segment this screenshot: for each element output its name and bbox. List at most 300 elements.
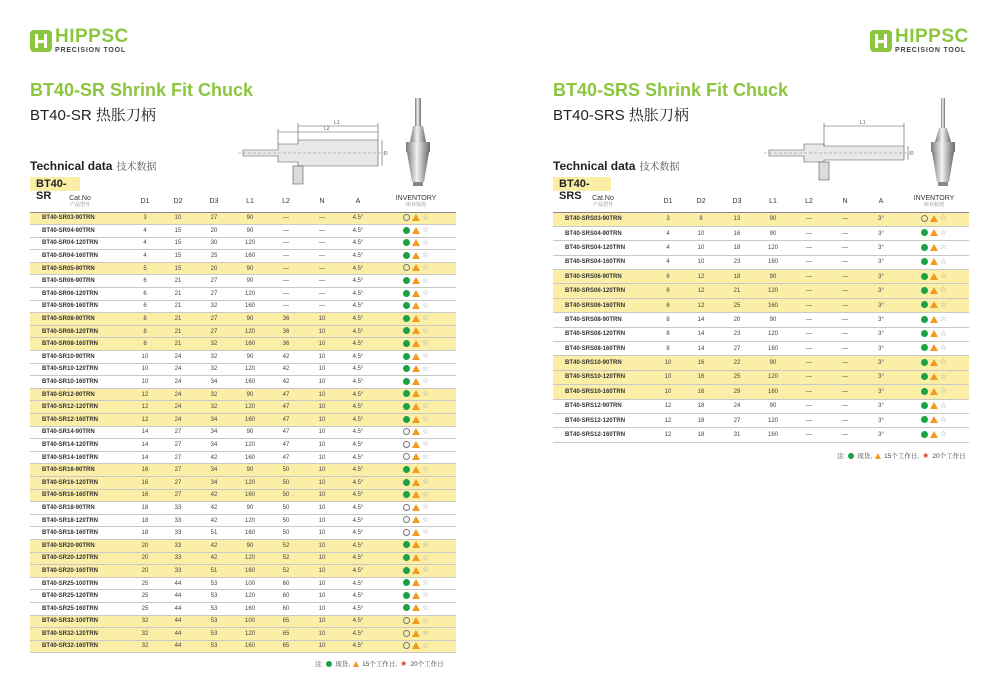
cell-d2: 44: [160, 602, 196, 615]
star-outline-icon: ☆: [939, 242, 948, 252]
cell-cat: BT40-SR18-120TRN: [30, 514, 130, 527]
cell-l2: —: [268, 275, 304, 288]
cell-n: —: [827, 284, 863, 298]
header-l1: L1: [755, 192, 791, 212]
cell-a: 3°: [863, 428, 899, 442]
cell-a: 4.5°: [340, 288, 376, 301]
cell-l1: 120: [755, 284, 791, 298]
cell-a: 3°: [863, 241, 899, 255]
star-outline-icon: ☆: [939, 328, 948, 338]
cell-d1: 3: [130, 212, 160, 225]
cell-d3: 42: [196, 489, 232, 502]
cell-cat: BT40-SR12-160TRN: [30, 414, 130, 427]
cell-cat: BT40-SRS12-160TRN: [553, 428, 653, 442]
cell-d1: 20: [130, 552, 160, 565]
cell-d1: 6: [653, 298, 683, 312]
cell-inventory: [899, 298, 969, 312]
cell-l2: 65: [268, 615, 304, 628]
cell-l1: 160: [232, 640, 268, 653]
table-row: [553, 399, 969, 413]
cell-inventory: [376, 262, 456, 275]
cell-n: —: [827, 270, 863, 284]
cell-cat: BT40-SRS04-160TRN: [553, 255, 653, 269]
cell-d3: 34: [196, 439, 232, 452]
cell-d3: 27: [196, 325, 232, 338]
cell-l2: —: [791, 241, 827, 255]
cell-n: 10: [304, 565, 340, 578]
cell-d3: 53: [196, 640, 232, 653]
cell-a: 3°: [863, 212, 899, 226]
cell-cat: BT40-SR06-160TRN: [30, 300, 130, 313]
in-stock-icon: [403, 365, 410, 372]
cell-a: 4.5°: [340, 401, 376, 414]
header-cat: [30, 192, 130, 212]
legend-order15: 15个工作日,: [362, 661, 398, 668]
cell-n: 10: [304, 414, 340, 427]
cell-l1: 120: [232, 439, 268, 452]
table-row: [30, 363, 456, 376]
cell-l2: —: [791, 284, 827, 298]
cell-d3: 32: [196, 401, 232, 414]
in-stock-icon: [921, 402, 928, 409]
cell-a: 4.5°: [340, 577, 376, 590]
triangle-icon: [930, 388, 938, 395]
svg-text:L1: L1: [334, 120, 340, 126]
cell-d2: 10: [683, 241, 719, 255]
table-row: [553, 241, 969, 255]
cell-d1: 32: [130, 615, 160, 628]
cell-l1: 120: [232, 514, 268, 527]
inventory-legend: [837, 451, 966, 460]
cell-l1: 120: [232, 552, 268, 565]
cell-l1: 100: [232, 615, 268, 628]
cell-d3: 23: [719, 255, 755, 269]
cell-inventory: [376, 489, 456, 502]
cell-d2: 44: [160, 628, 196, 641]
cell-n: —: [304, 237, 340, 250]
in-stock-icon: [921, 416, 928, 423]
cell-l2: 65: [268, 640, 304, 653]
cell-l2: 50: [268, 527, 304, 540]
product-title-en: BT40-SR Shrink Fit Chuck: [30, 80, 254, 100]
cell-d3: 42: [196, 514, 232, 527]
not-in-stock-icon: [403, 516, 410, 523]
cell-l1: 160: [755, 298, 791, 312]
table-row: [30, 414, 456, 427]
star-outline-icon: ☆: [421, 363, 430, 373]
cell-inventory: [376, 363, 456, 376]
cell-n: —: [827, 342, 863, 356]
table-row: [30, 628, 456, 641]
cell-d2: 33: [160, 527, 196, 540]
cell-d2: 21: [160, 300, 196, 313]
cell-cat: BT40-SRS10-160TRN: [553, 385, 653, 399]
cell-l1: 160: [755, 342, 791, 356]
brand-logo-mark: [870, 30, 892, 52]
svg-text:L2: L2: [324, 126, 330, 132]
cell-d3: 42: [196, 502, 232, 515]
brand-logo: [870, 27, 969, 54]
cell-l2: 42: [268, 351, 304, 364]
header-n: N: [304, 192, 340, 212]
star-outline-icon: ☆: [421, 451, 430, 461]
cell-n: —: [304, 300, 340, 313]
cell-d1: 14: [130, 426, 160, 439]
cell-l2: —: [791, 428, 827, 442]
cell-d1: 8: [130, 325, 160, 338]
cell-l2: —: [268, 212, 304, 225]
cell-d2: 44: [160, 577, 196, 590]
star-outline-icon: ☆: [939, 227, 948, 237]
cell-inventory: [376, 502, 456, 515]
cell-d1: 18: [130, 514, 160, 527]
cell-n: 10: [304, 489, 340, 502]
technical-data-en: Technical data: [553, 159, 636, 173]
cell-d2: 24: [160, 376, 196, 389]
cell-inventory: [376, 628, 456, 641]
cell-inventory: [899, 428, 969, 442]
cell-cat: BT40-SRS04-120TRN: [553, 241, 653, 255]
cell-d3: 21: [719, 284, 755, 298]
cell-cat: BT40-SRS08-120TRN: [553, 327, 653, 341]
cell-l1: 90: [755, 226, 791, 240]
cell-l2: 60: [268, 602, 304, 615]
cell-n: —: [827, 255, 863, 269]
cell-l1: 160: [232, 338, 268, 351]
triangle-icon: [412, 290, 420, 297]
cell-cat: BT40-SR08-120TRN: [30, 325, 130, 338]
cell-a: 4.5°: [340, 590, 376, 603]
table-row: [30, 565, 456, 578]
table-row: [553, 313, 969, 327]
table-row: [30, 325, 456, 338]
cell-l2: —: [791, 370, 827, 384]
triangle-icon: [412, 239, 420, 246]
table-row: [30, 262, 456, 275]
cell-d3: 23: [719, 327, 755, 341]
in-stock-icon: [848, 453, 854, 459]
cell-a: 4.5°: [340, 262, 376, 275]
header-inventory: [376, 192, 456, 212]
table-row: [553, 370, 969, 384]
cell-d3: 27: [196, 313, 232, 326]
cell-inventory: [899, 399, 969, 413]
cell-d1: 12: [130, 388, 160, 401]
cell-a: 4.5°: [340, 351, 376, 364]
cell-l2: 42: [268, 376, 304, 389]
triangle-icon: [412, 491, 420, 498]
cell-l1: 90: [232, 388, 268, 401]
cell-l1: 160: [755, 385, 791, 399]
cell-d2: 24: [160, 363, 196, 376]
in-stock-icon: [403, 554, 410, 561]
legend-stock: 现货,: [335, 661, 351, 668]
cell-l2: —: [791, 226, 827, 240]
cell-l1: 120: [232, 590, 268, 603]
triangle-icon: [412, 353, 420, 360]
in-stock-icon: [403, 302, 410, 309]
cell-n: —: [827, 313, 863, 327]
cell-d3: 13: [719, 212, 755, 226]
cell-l1: 120: [755, 241, 791, 255]
cell-inventory: [376, 602, 456, 615]
triangle-icon: [412, 403, 420, 410]
cell-inventory: [376, 351, 456, 364]
cell-l1: 90: [755, 399, 791, 413]
cell-n: 10: [304, 363, 340, 376]
in-stock-icon: [403, 378, 410, 385]
triangle-icon: [930, 416, 938, 423]
cell-d2: 21: [160, 338, 196, 351]
cell-l2: 47: [268, 401, 304, 414]
triangle-icon: [412, 365, 420, 372]
in-stock-icon: [403, 315, 410, 322]
cell-d3: 18: [719, 241, 755, 255]
cell-d1: 16: [130, 476, 160, 489]
star-outline-icon: ☆: [421, 439, 430, 449]
triangle-icon: [412, 466, 420, 473]
cell-inventory: [376, 237, 456, 250]
cell-cat: BT40-SR25-160TRN: [30, 602, 130, 615]
series-label: BT40-SR: [30, 177, 80, 191]
cell-n: —: [827, 212, 863, 226]
cell-a: 4.5°: [340, 464, 376, 477]
cell-a: 4.5°: [340, 628, 376, 641]
cell-a: 4.5°: [340, 388, 376, 401]
in-stock-icon: [921, 388, 928, 395]
star-outline-icon: ☆: [421, 552, 430, 562]
cell-d3: 29: [719, 385, 755, 399]
star-outline-icon: ☆: [421, 225, 430, 235]
cell-l2: 65: [268, 628, 304, 641]
cell-l1: 90: [232, 212, 268, 225]
cell-d2: 44: [160, 615, 196, 628]
cell-n: —: [827, 298, 863, 312]
cell-inventory: [899, 356, 969, 370]
cell-l2: —: [268, 288, 304, 301]
cell-l1: 90: [755, 313, 791, 327]
cell-l2: 47: [268, 388, 304, 401]
cell-a: 4.5°: [340, 489, 376, 502]
table-row: [30, 275, 456, 288]
cell-cat: BT40-SR25-100TRN: [30, 577, 130, 590]
cell-l2: 47: [268, 414, 304, 427]
cell-l1: 90: [232, 313, 268, 326]
table-row: [30, 426, 456, 439]
cell-a: 3°: [863, 356, 899, 370]
star-outline-icon: ☆: [421, 628, 430, 638]
table-row: [30, 388, 456, 401]
cell-l1: 120: [755, 327, 791, 341]
cell-d2: 21: [160, 288, 196, 301]
triangle-icon: [930, 330, 938, 337]
cell-d2: 33: [160, 514, 196, 527]
legend-order20: 20个工作日: [932, 453, 966, 460]
not-in-stock-icon: [403, 453, 410, 460]
cell-d3: 27: [719, 413, 755, 427]
cell-d3: 34: [196, 476, 232, 489]
star-outline-icon: ☆: [421, 388, 430, 398]
cell-cat: BT40-SR20-90TRN: [30, 539, 130, 552]
cell-n: 10: [304, 388, 340, 401]
cell-d3: 31: [719, 428, 755, 442]
header-cat-cn: 产品型号: [69, 201, 90, 208]
in-stock-icon: [403, 239, 410, 246]
cell-l1: 120: [232, 476, 268, 489]
in-stock-icon: [403, 390, 410, 397]
cell-l1: 120: [755, 370, 791, 384]
cell-d1: 32: [130, 628, 160, 641]
series-label: BT40-SRS: [553, 177, 611, 191]
cell-l1: 160: [232, 376, 268, 389]
cell-a: 4.5°: [340, 615, 376, 628]
in-stock-icon: [921, 244, 928, 251]
cell-inventory: [376, 313, 456, 326]
cell-cat: BT40-SR18-90TRN: [30, 502, 130, 515]
cell-n: —: [304, 212, 340, 225]
triangle-icon: [412, 541, 420, 548]
star-outline-icon: ☆: [939, 271, 948, 280]
cell-inventory: [376, 212, 456, 225]
table-row: [30, 489, 456, 502]
triangle-icon: [412, 277, 420, 284]
header-cat-label: Cat.No: [69, 195, 91, 203]
cell-a: 3°: [863, 413, 899, 427]
header-a: A: [340, 192, 376, 212]
product-title-en: BT40-SRS Shrink Fit Chuck: [553, 80, 789, 100]
cell-l2: —: [791, 212, 827, 226]
cell-l2: 47: [268, 426, 304, 439]
star-outline-icon: ☆: [421, 351, 430, 361]
cell-l2: 52: [268, 539, 304, 552]
cell-inventory: [376, 527, 456, 540]
cell-d3: 53: [196, 577, 232, 590]
cell-a: 4.5°: [340, 275, 376, 288]
triangle-icon: [930, 273, 938, 280]
cell-inventory: [376, 577, 456, 590]
triangle-icon: [412, 302, 420, 309]
cell-cat: BT40-SR08-160TRN: [30, 338, 130, 351]
cell-cat: BT40-SR18-160TRN: [30, 527, 130, 540]
star-outline-icon: ☆: [421, 489, 430, 499]
star-outline-icon: ☆: [421, 250, 430, 260]
cell-d3: 53: [196, 602, 232, 615]
cell-d3: 51: [196, 565, 232, 578]
table-row: [30, 464, 456, 477]
technical-drawing: [764, 118, 914, 190]
in-stock-icon: [403, 579, 410, 586]
cell-l2: —: [791, 270, 827, 284]
table-row: [30, 615, 456, 628]
cell-a: 3°: [863, 313, 899, 327]
not-in-stock-icon: [403, 441, 410, 448]
cell-n: 10: [304, 439, 340, 452]
cell-d2: 15: [160, 225, 196, 238]
cell-l2: 50: [268, 489, 304, 502]
cell-a: 4.5°: [340, 325, 376, 338]
cell-n: 10: [304, 376, 340, 389]
cell-d2: 21: [160, 313, 196, 326]
cell-cat: BT40-SR32-100TRN: [30, 615, 130, 628]
triangle-icon: [412, 604, 420, 611]
header-cat: [553, 192, 653, 212]
cell-a: 4.5°: [340, 514, 376, 527]
cell-cat: BT40-SRS06-160TRN: [553, 298, 653, 312]
cell-cat: BT40-SR32-160TRN: [30, 640, 130, 653]
header-cat-cn: 产品型号: [592, 201, 613, 208]
cell-d3: 27: [719, 342, 755, 356]
spec-table: [553, 192, 969, 443]
cell-l1: 160: [232, 527, 268, 540]
cell-l1: 160: [232, 300, 268, 313]
cell-d3: 25: [719, 370, 755, 384]
cell-d2: 27: [160, 464, 196, 477]
cell-d2: 33: [160, 539, 196, 552]
cell-n: —: [304, 262, 340, 275]
star-outline-icon: ☆: [421, 565, 430, 575]
table-row: [30, 451, 456, 464]
not-in-stock-icon: [403, 264, 410, 271]
cell-d2: 27: [160, 476, 196, 489]
triangle-icon: [412, 529, 420, 536]
in-stock-icon: [921, 316, 928, 323]
cell-d2: 10: [683, 226, 719, 240]
cell-a: 4.5°: [340, 225, 376, 238]
cell-d2: 14: [683, 342, 719, 356]
cell-cat: BT40-SR14-120TRN: [30, 439, 130, 452]
star-outline-icon: ☆: [939, 357, 948, 367]
cell-d1: 4: [130, 237, 160, 250]
triangle-icon: [930, 258, 938, 265]
in-stock-icon: [403, 252, 410, 259]
cell-d1: 6: [653, 284, 683, 298]
cell-inventory: [376, 325, 456, 338]
table-row: [553, 413, 969, 427]
cell-a: 4.5°: [340, 565, 376, 578]
cell-d2: 18: [683, 399, 719, 413]
in-stock-icon: [921, 301, 928, 308]
cell-d2: 12: [683, 298, 719, 312]
cell-l1: 90: [232, 351, 268, 364]
not-in-stock-icon: [403, 642, 410, 649]
cell-cat: BT40-SR08-90TRN: [30, 313, 130, 326]
star-outline-icon: ☆: [421, 212, 430, 222]
cell-d2: 24: [160, 401, 196, 414]
table-row: [30, 237, 456, 250]
brand-logo: [30, 27, 129, 54]
cell-cat: BT40-SR16-160TRN: [30, 489, 130, 502]
table-row: [553, 255, 969, 269]
table-row: [30, 288, 456, 301]
technical-data-en: Technical data: [30, 159, 113, 173]
star-outline-icon: ☆: [421, 464, 430, 474]
cell-l2: —: [791, 356, 827, 370]
star-outline-icon: ☆: [421, 477, 430, 487]
cell-inventory: [899, 212, 969, 226]
cell-cat: BT40-SRS06-90TRN: [553, 270, 653, 284]
cell-inventory: [376, 250, 456, 263]
cell-inventory: [899, 413, 969, 427]
cell-n: —: [827, 370, 863, 384]
svg-text:D: D: [910, 151, 914, 157]
triangle-icon: [412, 441, 420, 448]
triangle-icon: [412, 428, 420, 435]
cell-cat: BT40-SR06-90TRN: [30, 275, 130, 288]
star-outline-icon: ☆: [421, 313, 430, 323]
cell-d3: 32: [196, 351, 232, 364]
cell-l1: 90: [232, 225, 268, 238]
triangle-icon: [412, 227, 420, 234]
